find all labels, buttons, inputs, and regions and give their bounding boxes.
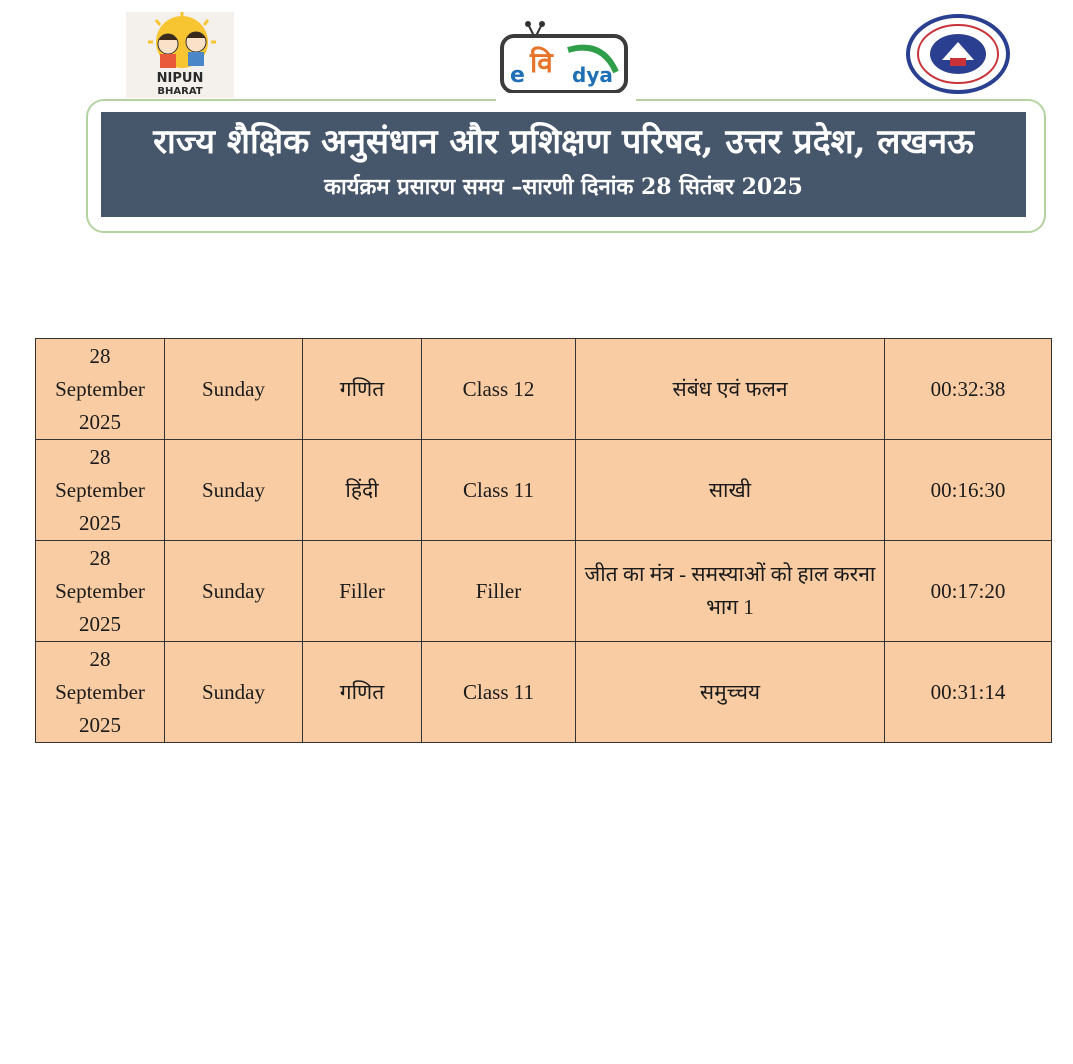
bharat-text: BHARAT xyxy=(157,86,203,97)
class-cell: Class 11 xyxy=(422,440,576,541)
table-row xyxy=(36,541,1052,642)
duration-cell: 00:32:38 xyxy=(885,339,1052,440)
date-cell: 28 September 2025 xyxy=(36,541,165,642)
subject-cell: गणित xyxy=(303,339,422,440)
date-cell: 28 September 2025 xyxy=(36,339,165,440)
page-title: राज्य शैक्षिक अनुसंधान और प्रशिक्षण परिषद, उत्तर प्रदेश, लखनऊ xyxy=(153,122,974,162)
topic-cell: संबंध एवं फलन xyxy=(576,339,885,440)
duration-cell: 00:31:14 xyxy=(885,642,1052,743)
scert-seal-emblem xyxy=(906,14,1010,94)
subject-cell: गणित xyxy=(303,642,422,743)
date-cell: 28 September 2025 xyxy=(36,642,165,743)
evidya-logo xyxy=(498,20,630,96)
topic-cell: जीत का मंत्र - समस्याओं को हाल करना भाग 1 xyxy=(576,541,885,642)
weekday-cell: Sunday xyxy=(165,642,303,743)
duration-cell: 00:16:30 xyxy=(885,440,1052,541)
page-subtitle: कार्यक्रम प्रसारण समय –सारणी दिनांक 28 सितंबर 2025 xyxy=(324,174,803,200)
header-band xyxy=(101,112,1026,217)
evidya-e-text: e xyxy=(510,63,525,88)
class-cell: Filler xyxy=(422,541,576,642)
topic-cell: साखी xyxy=(576,440,885,541)
weekday-cell: Sunday xyxy=(165,339,303,440)
topic-cell: समुच्चय xyxy=(576,642,885,743)
evidya-vi-text: वि xyxy=(530,46,553,79)
evidya-dya-text: dya xyxy=(572,63,613,87)
weekday-cell: Sunday xyxy=(165,440,303,541)
evidya-emblem xyxy=(498,20,630,96)
scert-seal-logo xyxy=(906,14,1010,94)
table-row xyxy=(36,642,1052,743)
nipun-text: NIPUN xyxy=(156,71,204,86)
duration-cell: 00:17:20 xyxy=(885,541,1052,642)
class-cell: Class 11 xyxy=(422,642,576,743)
table-row xyxy=(36,440,1052,541)
subject-cell: हिंदी xyxy=(303,440,422,541)
nipun-bharat-emblem xyxy=(126,12,234,98)
weekday-cell: Sunday xyxy=(165,541,303,642)
nipun-bharat-logo xyxy=(126,12,234,98)
date-cell: 28 September 2025 xyxy=(36,440,165,541)
class-cell: Class 12 xyxy=(422,339,576,440)
subject-cell: Filler xyxy=(303,541,422,642)
schedule-table xyxy=(35,338,1052,743)
table-row xyxy=(36,339,1052,440)
